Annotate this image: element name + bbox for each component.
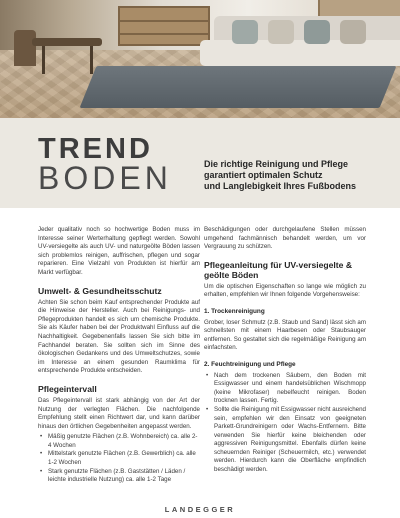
wet-cleaning-list [204,372,366,475]
hero-chair [14,30,36,66]
list-item: • Stark genutzte Flächen (z.B. Gaststätten / Läden / leichte industrielle Nutzung) ca. alle 1-2 Tage [38,468,200,485]
subtitle-line: Die richtige Reinigung und Pflege [204,159,349,169]
environment-paragraph: Achten Sie schon beim Kauf entsprechender Produkte auf die Hinweise der Hersteller. Auch bei Reinigungs- und Pflegeprodukten handelt es sich um chemische Produkte. Sie als Käufer haben bei der Produktwahl Einfluss auf die Nachhaltigkeit. Gegebenenfalls lassen Sie sich bitte im Fachhandel beraten. Sie sollten sich im Sinne des ökologischen Gedankens und des Umweltschutzes, sowie im Interesse an einem gesunden Raumklima für entsprechende Produkte entscheiden. [38,298,200,375]
left-column [38,226,200,491]
hero-shelf [118,6,210,46]
hero-photo [0,0,400,118]
title-boden: BODEN [38,160,172,196]
hero-pillow [304,20,330,44]
hero-table-leg [90,46,93,74]
step-heading-dry-cleaning: 1. Trockenreinigung [204,307,265,315]
damage-paragraph: Beschädigungen oder durchgelaufene Stellen müssen umgehend fachmännisch behandelt werden, um vor Vergrauung zu schützen. [204,226,366,251]
hero-pillow [232,20,258,44]
hero-pillow [268,20,294,44]
list-item: • Sollte die Reinigung mit Essigwasser nicht ausreichend sein, empfehlen wir den Einsatz von geeigneten Parkett-Grundreinigern oder Wachs-Entfernern. Bitte verwenden Sie hierfür keine bleichenden oder aggressiven Reinigungsmittel. Ebenfalls dürfen keine scheuernden Reiniger (Scheuermilch, etc.) verwendet werden. Hierdurch kann die Oberfläche empfindlich beschädigt werden. [204,406,366,475]
list-item: • Mittelstark genutzte Flächen (z.B. Gewerblich) ca. alle 1-2 Wochen [38,450,200,467]
step-heading-wet-cleaning: 2. Feuchtreinigung und Pflege [204,360,296,368]
hero-pillow [340,20,366,44]
brand-logo: LANDEGGER [164,505,236,514]
hero-table-leg [42,46,45,74]
hero-rug [80,66,397,108]
section-heading-interval: Pflegeintervall [38,383,97,394]
interval-list [38,433,200,485]
hero-sofa-seat [200,40,400,66]
right-column [204,226,366,481]
list-item: • Mäßig genutzte Flächen (z.B. Wohnbereich) ca. alle 2-4 Wochen [38,433,200,450]
subtitle-line: und Langlebigkeit Ihres Fußbodens [204,181,357,191]
interval-paragraph: Das Pflegeintervall ist stark abhängig von der Art der Nutzung der verlegten Flächen. Die nachfolgende Empfehlung stellt einen Richtwert dar, und kann darüber hinaus den örtlichen Gegebenheiten angepasst werden. [38,396,200,430]
subtitle [204,159,394,192]
dry-cleaning-paragraph: Grober, loser Schmutz (z.B. Staub und Sand) lässt sich am schnellsten mit einem Haarbesen oder Staubsauger entfernen. So gestaltet sich die regelmäßige Reinigung am einfachsten. [204,318,366,352]
title-trend: TREND [38,133,153,165]
section-heading-environment: Umwelt- & Gesundheitsschutz [38,285,162,296]
care-guide-paragraph: Um die optischen Eigenschaften so lange wie möglich zu erhalten, empfehlen wir Ihnen folgende Vorgehensweise: [204,282,366,299]
hero-table [32,38,102,46]
subtitle-line: garantiert optimalen Schutz [204,170,323,180]
intro-paragraph: Jeder qualitativ noch so hochwertige Boden muss im Interesse seiner Werterhaltung gepflegt werden. Sowohl UV-versiegelte als auch UV- und naturgeölte Böden lassen sich problemlos reinigen, auffrischen, pflegen und sogar reparieren. Eine Vielzahl von Produkten ist hierfür am Markt verfügbar. [38,226,200,276]
list-item: • Nach dem trockenen Säubern, den Boden mit Essigwasser und einem handelsüblichen Wischmopp (keine Mikrofaser) nebelfeucht reinigen. Boden trocknen lassen. Fertig. [204,372,366,406]
section-heading-care-guide: Pflegeanleitung für UV-versiegelte & geölte Böden [204,259,353,280]
